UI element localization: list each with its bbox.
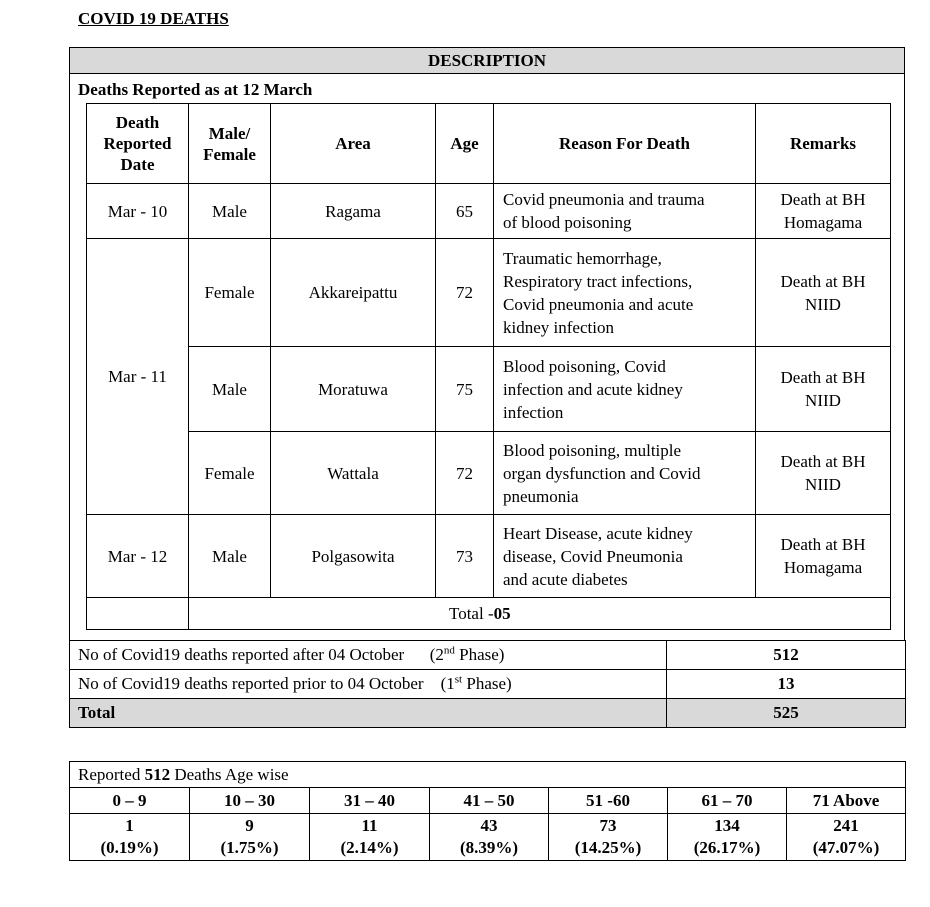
death-sex: Female <box>189 432 271 515</box>
description-header: DESCRIPTION <box>70 48 905 74</box>
summary-after-value: 512 <box>667 641 906 670</box>
death-sex: Male <box>189 515 271 598</box>
col-header-area: Area <box>271 104 436 184</box>
death-area: Polgasowita <box>271 515 436 598</box>
page-title: COVID 19 DEATHS <box>78 9 229 28</box>
death-remarks: Death at BH NIID <box>756 432 891 515</box>
table-row <box>87 184 891 239</box>
death-reason: Heart Disease, acute kidney disease, Covid Pneumonia and acute diabetes <box>494 515 756 598</box>
summary-row-prior <box>70 670 906 699</box>
death-age: 65 <box>436 184 494 239</box>
death-remarks: Death at BH Homagama <box>756 515 891 598</box>
death-remarks: Death at BH Homagama <box>756 184 891 239</box>
col-header-age: Age <box>436 104 494 184</box>
age-range: 71 Above <box>787 788 906 814</box>
death-reason: Traumatic hemorrhage, Respiratory tract infections, Covid pneumonia and acute kidney infection <box>494 239 756 347</box>
death-remarks: Death at BH NIID <box>756 347 891 432</box>
death-age: 75 <box>436 347 494 432</box>
summary-prior-label: No of Covid19 deaths reported prior to 04 October (1st Phase) <box>70 670 667 699</box>
age-count: 134 (26.17%) <box>668 814 787 861</box>
age-count: 11 (2.14%) <box>310 814 430 861</box>
age-range: 41 – 50 <box>430 788 549 814</box>
summary-row-total <box>70 699 906 728</box>
summary-table <box>69 640 906 728</box>
deaths-table <box>86 103 891 630</box>
death-area: Ragama <box>271 184 436 239</box>
age-count: 43 (8.39%) <box>430 814 549 861</box>
age-range-row <box>70 788 906 814</box>
deaths-total: Total -05 <box>189 598 891 630</box>
age-range: 0 – 9 <box>70 788 190 814</box>
age-range: 61 – 70 <box>668 788 787 814</box>
table-row <box>87 239 891 347</box>
age-range: 51 -60 <box>549 788 668 814</box>
age-count: 1 (0.19%) <box>70 814 190 861</box>
death-date: Mar - 12 <box>87 515 189 598</box>
table-row <box>87 432 891 515</box>
summary-total-label: Total <box>70 699 667 728</box>
col-header-reason: Reason For Death <box>494 104 756 184</box>
summary-after-label: No of Covid19 deaths reported after 04 October (2nd Phase) <box>70 641 667 670</box>
age-count: 9 (1.75%) <box>190 814 310 861</box>
age-caption: Reported 512 Deaths Age wise <box>70 762 906 788</box>
death-area: Moratuwa <box>271 347 436 432</box>
table-row <box>87 515 891 598</box>
age-range: 31 – 40 <box>310 788 430 814</box>
summary-row-after <box>70 641 906 670</box>
death-area: Wattala <box>271 432 436 515</box>
age-range: 10 – 30 <box>190 788 310 814</box>
total-row <box>87 598 891 630</box>
age-table <box>69 761 906 861</box>
death-date: Mar - 10 <box>87 184 189 239</box>
death-area: Akkareipattu <box>271 239 436 347</box>
death-date: Mar - 11 <box>87 239 189 515</box>
death-reason: Blood poisoning, Covid infection and acute kidney infection <box>494 347 756 432</box>
death-age: 72 <box>436 239 494 347</box>
age-values-row <box>70 814 906 861</box>
death-remarks: Death at BH NIID <box>756 239 891 347</box>
description-header-table <box>69 47 905 74</box>
age-count: 241 (47.07%) <box>787 814 906 861</box>
age-count: 73 (14.25%) <box>549 814 668 861</box>
death-age: 72 <box>436 432 494 515</box>
death-sex: Male <box>189 347 271 432</box>
death-reason: Blood poisoning, multiple organ dysfunction and Covid pneumonia <box>494 432 756 515</box>
col-header-date: Death Reported Date <box>87 104 189 184</box>
summary-total-value: 525 <box>667 699 906 728</box>
death-reason: Covid pneumonia and trauma of blood poisoning <box>494 184 756 239</box>
table-row <box>87 347 891 432</box>
summary-prior-value: 13 <box>667 670 906 699</box>
col-header-sex: Male/ Female <box>189 104 271 184</box>
death-age: 73 <box>436 515 494 598</box>
death-sex: Male <box>189 184 271 239</box>
death-sex: Female <box>189 239 271 347</box>
col-header-remarks: Remarks <box>756 104 891 184</box>
section-subtitle: Deaths Reported as at 12 March <box>78 80 313 99</box>
